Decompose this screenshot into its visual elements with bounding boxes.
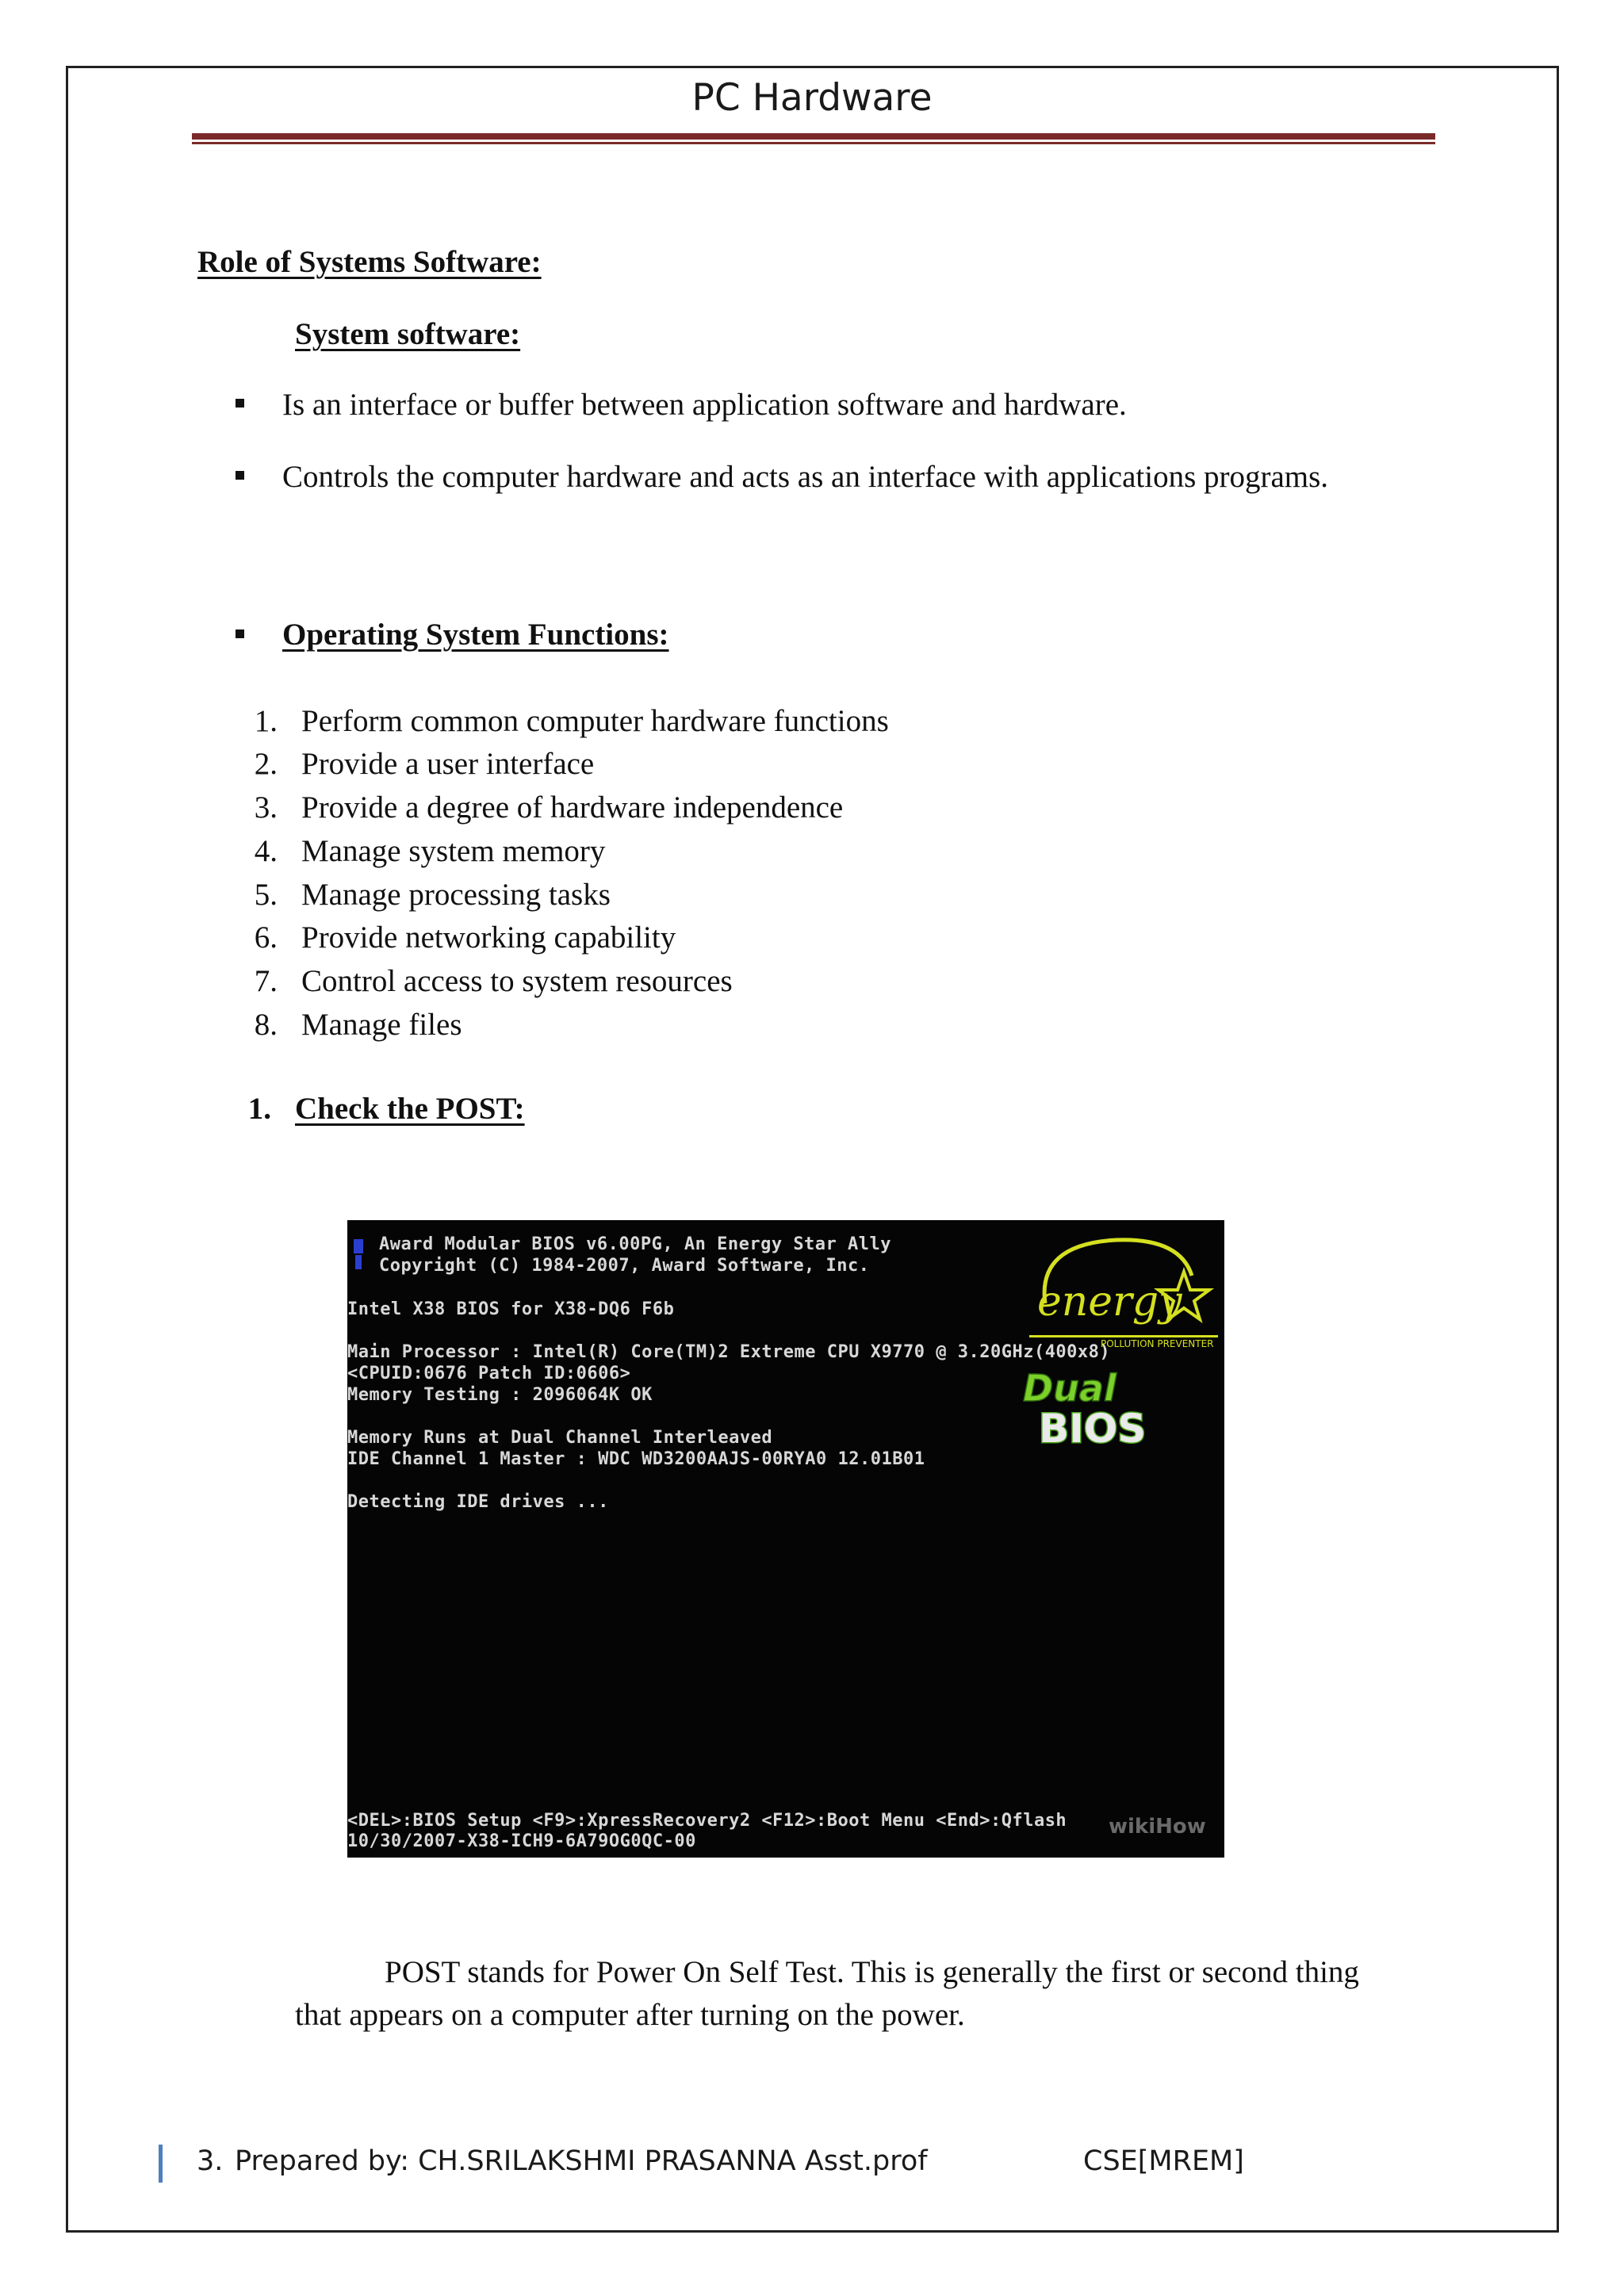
- bullet-item: Controls the computer hardware and acts as an interface with applications programs.: [282, 460, 1329, 494]
- list-item: Provide a degree of hardware independence: [301, 790, 844, 825]
- bios-line: IDE Channel 1 Master : WDC WD3200AAJS-00RYA0 12.01B01: [347, 1449, 925, 1469]
- list-item-number: 4.: [254, 834, 278, 868]
- footer-page-number: 3.: [197, 2145, 224, 2177]
- energy-logo-tagline: POLLUTION PREVENTER: [1101, 1338, 1214, 1347]
- energy-logo-text: energy: [1037, 1278, 1182, 1326]
- footer-department: CSE[MREM]: [1083, 2145, 1244, 2177]
- bios-line: <DEL>:BIOS Setup <F9>:XpressRecovery2 <F12>:Boot Menu <End>:Qflash: [347, 1811, 1067, 1831]
- bios-line: Memory Runs at Dual Channel Interleaved: [347, 1428, 773, 1448]
- bullet-item: Is an interface or buffer between application software and hardware.: [282, 388, 1127, 422]
- bullet-marker: [236, 629, 244, 638]
- bios-line: Main Processor : Intel(R) Core(TM)2 Extreme CPU X9770 @ 3.20GHz(400x8): [347, 1342, 1111, 1362]
- list-item: Control access to system resources: [301, 964, 733, 998]
- list-item: Manage files: [301, 1008, 462, 1042]
- bios-line: Intel X38 BIOS for X38-DQ6 F6b: [347, 1299, 675, 1319]
- section-subheading: System software:: [295, 317, 521, 351]
- list-item: Perform common computer hardware functions: [301, 704, 889, 738]
- list-item-number: 8.: [254, 1008, 278, 1042]
- bios-logo-text: BIOS: [1039, 1406, 1147, 1450]
- header-divider: [192, 133, 1435, 144]
- bullet-marker: [236, 471, 244, 480]
- header-divider-thick: [192, 133, 1435, 140]
- list-item: Provide networking capability: [301, 920, 676, 955]
- energy-star-logo-icon: [1021, 1228, 1220, 1347]
- list-item: Manage system memory: [301, 834, 606, 868]
- post-description-line-2: that appears on a computer after turning on the power.: [295, 1998, 965, 2032]
- bios-line: Detecting IDE drives ...: [347, 1492, 609, 1512]
- bios-line: Copyright (C) 1984-2007, Award Software, Inc.: [379, 1256, 870, 1276]
- list-item-number: 5.: [254, 878, 278, 912]
- bios-line: <CPUID:0676 Patch ID:0606>: [347, 1364, 631, 1383]
- list-item-number: 7.: [254, 964, 278, 998]
- bios-line: Memory Testing : 2096064K OK: [347, 1385, 653, 1405]
- section-heading: Role of Systems Software:: [197, 245, 542, 279]
- bios-post-screenshot: [347, 1220, 1224, 1858]
- header-divider-thin: [192, 142, 1435, 144]
- award-logo-icon: [352, 1238, 365, 1272]
- list-item-number: 2.: [254, 747, 278, 781]
- list-item-number: 3.: [254, 790, 278, 825]
- wikihow-watermark: wikiHow: [1109, 1815, 1206, 1839]
- post-description-line-1: POST stands for Power On Self Test. This is generally the first or second thing: [385, 1955, 1359, 1989]
- page-header-title: PC Hardware: [691, 76, 933, 120]
- list-item-number: 6.: [254, 920, 278, 955]
- list-item: Manage processing tasks: [301, 878, 611, 912]
- footer-accent-bar: [159, 2145, 163, 2183]
- os-functions-heading: Operating System Functions:: [282, 618, 669, 652]
- bios-line: Award Modular BIOS v6.00PG, An Energy Star Ally: [379, 1234, 892, 1254]
- post-heading-number: 1.: [247, 1092, 271, 1126]
- bullet-marker: [236, 399, 244, 408]
- list-item: Provide a user interface: [301, 747, 595, 781]
- footer-prepared-by: Prepared by: CH.SRILAKSHMI PRASANNA Asst.prof: [235, 2145, 928, 2177]
- bios-line: 10/30/2007-X38-ICH9-6A79OG0QC-00: [347, 1831, 696, 1851]
- dual-bios-logo-icon: [1007, 1363, 1197, 1450]
- list-item-number: 1.: [254, 704, 278, 738]
- post-heading: Check the POST:: [295, 1092, 525, 1126]
- dual-logo-text: Dual: [1023, 1367, 1116, 1410]
